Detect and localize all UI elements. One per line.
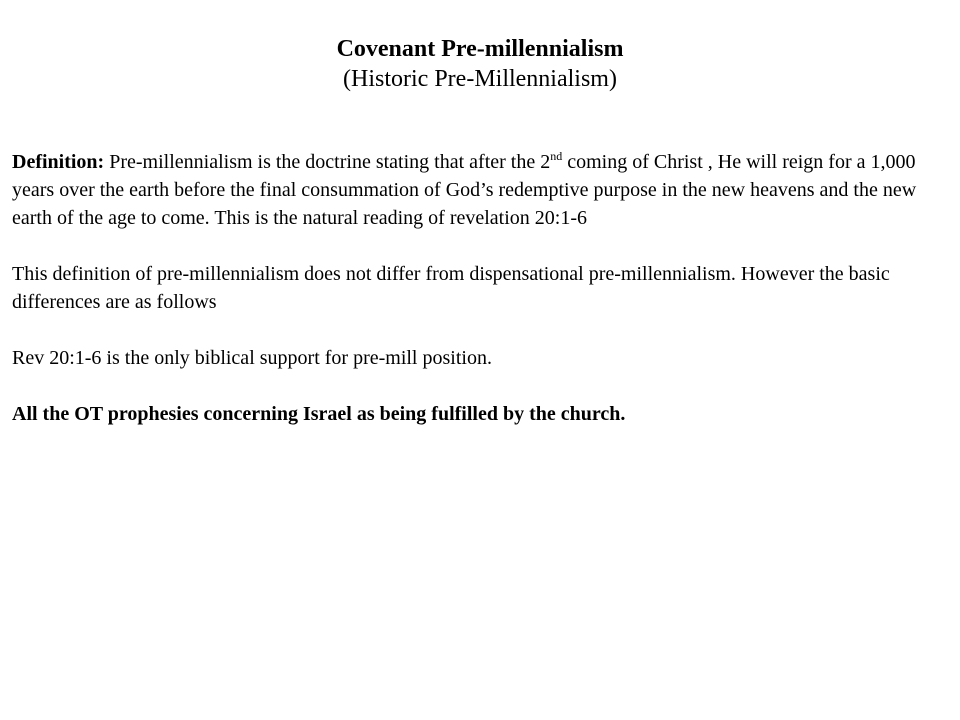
title-block — [0, 34, 960, 94]
ot-prophecies-paragraph: All the OT prophesies concerning Israel as being fulfilled by the church. — [12, 403, 626, 425]
slide-body — [12, 148, 952, 456]
definition-text-end: coming of Christ , He will reign for a 1,000 years over the earth before the final consummation of God’s redemptive purpose in the new heavens and the new earth of the age to come. This is the natural reading of revelation 20:1-6 — [12, 151, 917, 229]
rev-support-paragraph: Rev 20:1-6 is the only biblical support for pre-mill position. — [12, 347, 492, 369]
slide-subtitle: (Historic Pre-Millennialism) — [343, 66, 617, 92]
definition-text-start: Pre-millennialism is the doctrine stating that after the 2 — [104, 151, 551, 173]
definition-label: Definition: — [12, 151, 105, 173]
differences-intro-paragraph: This definition of pre-millennialism does not differ from dispensational pre-millennialism. However the basic differences are as follows — [12, 263, 890, 313]
ordinal-superscript: nd — [550, 149, 563, 163]
definition-paragraph — [12, 148, 952, 232]
slide-title: Covenant Pre-millennialism — [336, 36, 624, 62]
